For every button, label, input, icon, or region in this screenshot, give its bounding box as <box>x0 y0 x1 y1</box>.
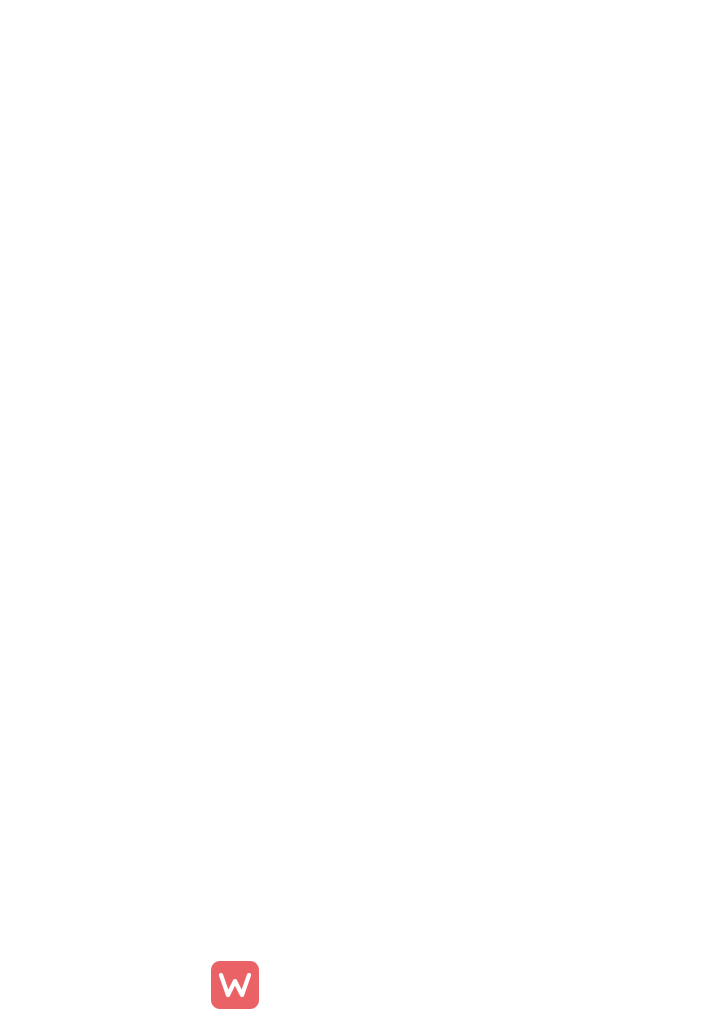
wps-logo-icon <box>211 961 259 1009</box>
wps-edit-banner[interactable] <box>211 961 273 1009</box>
